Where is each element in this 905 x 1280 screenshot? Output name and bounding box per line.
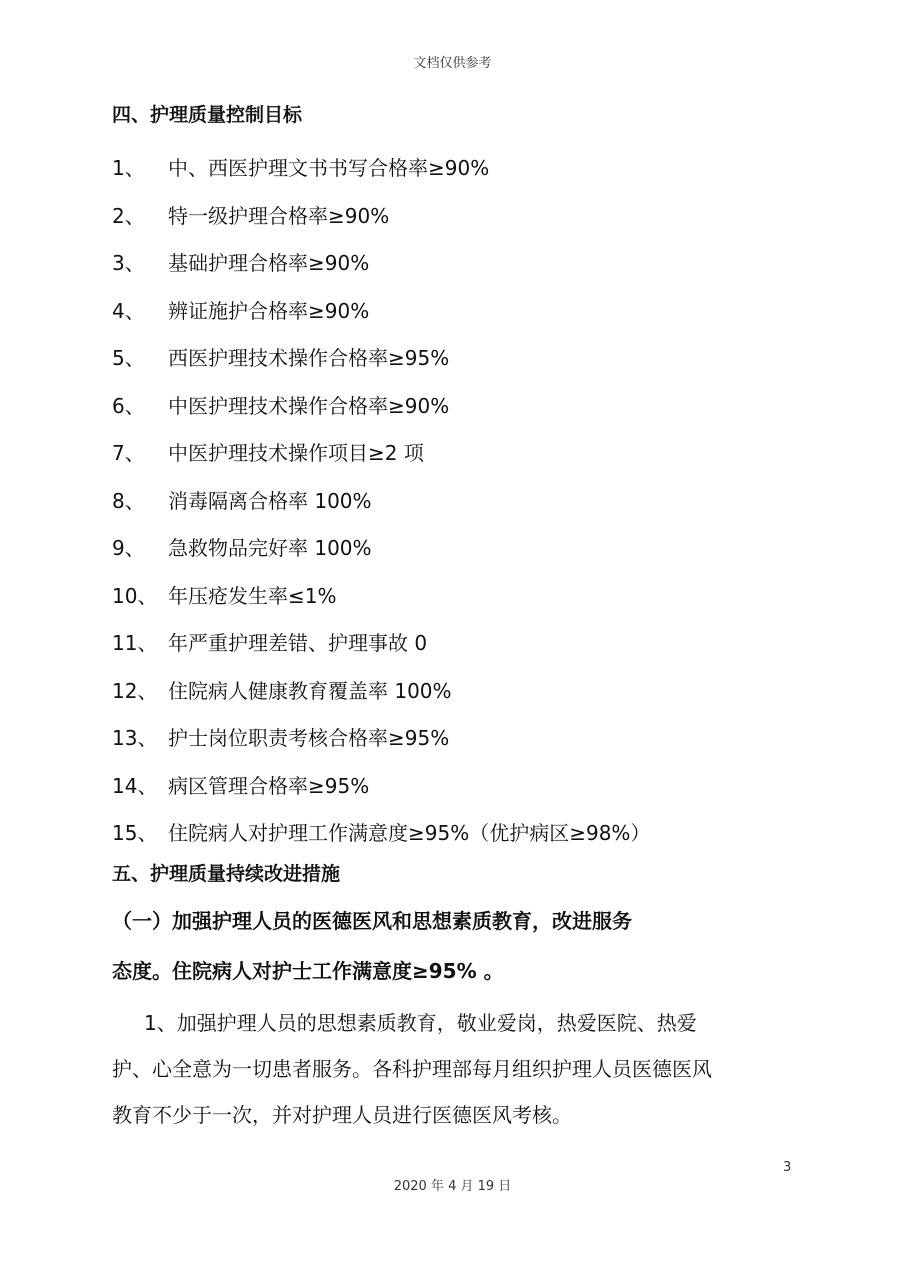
list-item — [112, 428, 650, 476]
list-item-text: 基础护理合格率≥90% — [168, 251, 370, 276]
list-item-text: 年压疮发生率≤1% — [168, 583, 337, 608]
list-item — [112, 713, 650, 761]
list-item — [112, 333, 650, 381]
list-item — [112, 523, 650, 571]
list-item-number: 11、 — [112, 631, 158, 656]
list-item-number: 3、 — [112, 251, 145, 276]
list-item — [112, 381, 650, 429]
header-note: 文档仅供参考 — [413, 56, 492, 71]
paragraph-line: 教育不少于一次，并对护理人员进行医德医风考核。 — [112, 1103, 572, 1127]
footer-date: 2020 年 4 月 19 日 — [393, 1179, 512, 1194]
list-item-text: 消毒隔离合格率 100% — [168, 488, 372, 513]
list-item-number: 15、 — [112, 821, 158, 846]
list-item — [112, 143, 650, 191]
list-item-text: 辨证施护合格率≥90% — [168, 298, 370, 323]
quality-goals-list — [112, 143, 650, 856]
list-item — [112, 286, 650, 334]
list-item-number: 13、 — [112, 726, 158, 751]
list-item-number: 10、 — [112, 583, 158, 608]
list-item — [112, 666, 650, 714]
list-item-text: 住院病人对护理工作满意度≥95%（优护病区≥98%） — [168, 821, 651, 846]
list-item-text: 中医护理技术操作合格率≥90% — [168, 393, 450, 418]
list-item-text: 急救物品完好率 100% — [168, 536, 372, 561]
subhead-line-2: 态度。住院病人对护士工作满意度≥95% 。 — [112, 959, 504, 983]
list-item-text: 特一级护理合格率≥90% — [168, 203, 390, 228]
section-title-quality-goals: 四、护理质量控制目标 — [112, 104, 303, 126]
list-item — [112, 761, 650, 809]
list-item-text: 中医护理技术操作项目≥2 项 — [168, 441, 424, 466]
list-item — [112, 618, 650, 666]
section-title-improvement-measures: 五、护理质量持续改进措施 — [112, 863, 341, 885]
list-item-number: 4、 — [112, 298, 145, 323]
list-item-number: 7、 — [112, 441, 145, 466]
list-item — [112, 476, 650, 524]
list-item — [112, 238, 650, 286]
list-item-text: 中、西医护理文书书写合格率≥90% — [168, 156, 490, 181]
list-item-text: 护士岗位职责考核合格率≥95% — [168, 726, 450, 751]
paragraph-line: 护、心全意为一切患者服务。各科护理部每月组织护理人员医德医风 — [112, 1057, 712, 1081]
list-item-number: 9、 — [112, 536, 145, 561]
list-item-text: 年严重护理差错、护理事故 0 — [168, 631, 428, 656]
subhead-line-1: （一）加强护理人员的医德医风和思想素质教育，改进服务 — [112, 909, 632, 933]
list-item-text: 病区管理合格率≥95% — [168, 773, 370, 798]
list-item-number: 6、 — [112, 393, 145, 418]
list-item-number: 2、 — [112, 203, 145, 228]
list-item — [112, 191, 650, 239]
body-paragraph — [112, 1000, 792, 1138]
list-item — [112, 571, 650, 619]
list-item-number: 5、 — [112, 346, 145, 371]
paragraph-line: 1、加强护理人员的思想素质教育，敬业爱岗，热爱医院、热爱 — [144, 1011, 697, 1035]
page-number: 3 — [783, 1160, 792, 1175]
list-item — [112, 808, 650, 856]
list-item-number: 14、 — [112, 773, 158, 798]
list-item-number: 8、 — [112, 488, 145, 513]
list-item-text: 住院病人健康教育覆盖率 100% — [168, 678, 452, 703]
list-item-number: 1、 — [112, 156, 145, 181]
list-item-text: 西医护理技术操作合格率≥95% — [168, 346, 450, 371]
list-item-number: 12、 — [112, 678, 158, 703]
